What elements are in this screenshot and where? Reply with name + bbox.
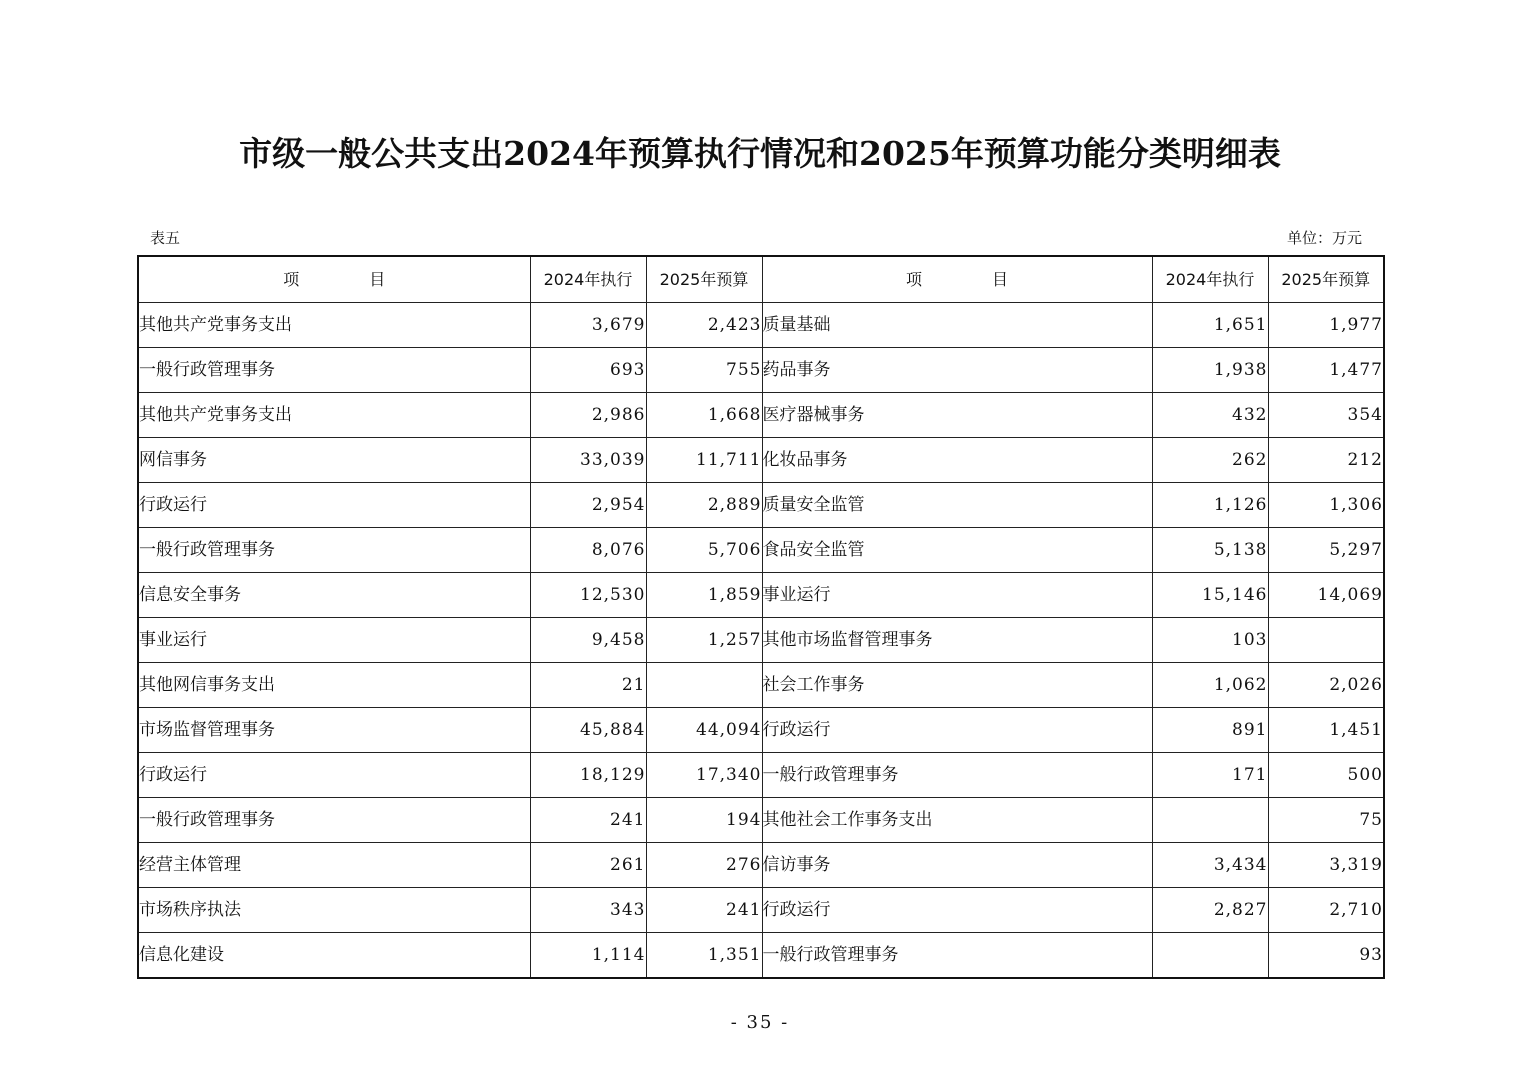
left-budget-2025 [646, 663, 762, 708]
table-row [138, 393, 1384, 438]
page-number: - 35 - [730, 1012, 790, 1033]
table-row [138, 843, 1384, 888]
table-row [138, 798, 1384, 843]
table-row [138, 663, 1384, 708]
right-item-name: 一般行政管理事务 [762, 933, 1152, 979]
header-item-left: 项 目 [138, 256, 530, 303]
header-item-right: 项 目 [762, 256, 1152, 303]
right-exec-2024: 15,146 [1152, 573, 1268, 618]
right-item-name: 事业运行 [762, 573, 1152, 618]
left-exec-2024: 12,530 [530, 573, 646, 618]
table-row [138, 753, 1384, 798]
right-exec-2024: 103 [1152, 618, 1268, 663]
left-budget-2025: 1,351 [646, 933, 762, 979]
right-budget-2025: 212 [1268, 438, 1384, 483]
right-exec-2024 [1152, 798, 1268, 843]
left-item-name: 一般行政管理事务 [138, 528, 530, 573]
left-budget-2025: 1,859 [646, 573, 762, 618]
left-item-name: 网信事务 [138, 438, 530, 483]
header-exec-2024-left: 2024年执行 [530, 256, 646, 303]
left-item-name: 一般行政管理事务 [138, 348, 530, 393]
right-exec-2024: 171 [1152, 753, 1268, 798]
header-budget-2025-right: 2025年预算 [1268, 256, 1384, 303]
table-row [138, 618, 1384, 663]
left-exec-2024: 693 [530, 348, 646, 393]
header-exec-2024-right: 2024年执行 [1152, 256, 1268, 303]
right-item-name: 质量基础 [762, 303, 1152, 348]
table-row [138, 933, 1384, 979]
table-row [138, 483, 1384, 528]
left-budget-2025: 755 [646, 348, 762, 393]
right-budget-2025: 2,710 [1268, 888, 1384, 933]
right-item-name: 食品安全监管 [762, 528, 1152, 573]
left-budget-2025: 11,711 [646, 438, 762, 483]
left-budget-2025: 2,423 [646, 303, 762, 348]
left-item-name: 信息化建设 [138, 933, 530, 979]
left-exec-2024: 241 [530, 798, 646, 843]
left-item-name: 经营主体管理 [138, 843, 530, 888]
right-budget-2025: 354 [1268, 393, 1384, 438]
right-budget-2025: 1,977 [1268, 303, 1384, 348]
table-row [138, 303, 1384, 348]
left-exec-2024: 2,986 [530, 393, 646, 438]
left-item-name: 其他共产党事务支出 [138, 303, 530, 348]
right-item-name: 化妆品事务 [762, 438, 1152, 483]
left-exec-2024: 261 [530, 843, 646, 888]
left-budget-2025: 194 [646, 798, 762, 843]
left-exec-2024: 9,458 [530, 618, 646, 663]
right-budget-2025: 1,451 [1268, 708, 1384, 753]
right-exec-2024 [1152, 933, 1268, 979]
right-exec-2024: 2,827 [1152, 888, 1268, 933]
left-item-name: 一般行政管理事务 [138, 798, 530, 843]
right-exec-2024: 1,126 [1152, 483, 1268, 528]
right-budget-2025: 2,026 [1268, 663, 1384, 708]
left-budget-2025: 2,889 [646, 483, 762, 528]
left-item-name: 市场监督管理事务 [138, 708, 530, 753]
left-exec-2024: 45,884 [530, 708, 646, 753]
table-row [138, 888, 1384, 933]
right-item-name: 其他市场监督管理事务 [762, 618, 1152, 663]
left-exec-2024: 2,954 [530, 483, 646, 528]
right-item-name: 一般行政管理事务 [762, 753, 1152, 798]
left-budget-2025: 241 [646, 888, 762, 933]
left-exec-2024: 8,076 [530, 528, 646, 573]
left-exec-2024: 1,114 [530, 933, 646, 979]
right-exec-2024: 432 [1152, 393, 1268, 438]
left-budget-2025: 276 [646, 843, 762, 888]
right-exec-2024: 262 [1152, 438, 1268, 483]
table-header-row [138, 256, 1384, 303]
left-exec-2024: 3,679 [530, 303, 646, 348]
right-budget-2025: 1,477 [1268, 348, 1384, 393]
right-item-name: 其他社会工作事务支出 [762, 798, 1152, 843]
left-exec-2024: 33,039 [530, 438, 646, 483]
table-body [138, 303, 1384, 979]
left-exec-2024: 21 [530, 663, 646, 708]
left-budget-2025: 44,094 [646, 708, 762, 753]
left-exec-2024: 18,129 [530, 753, 646, 798]
table-row [138, 348, 1384, 393]
right-budget-2025 [1268, 618, 1384, 663]
right-budget-2025: 1,306 [1268, 483, 1384, 528]
right-budget-2025: 93 [1268, 933, 1384, 979]
left-item-name: 其他网信事务支出 [138, 663, 530, 708]
left-budget-2025: 1,257 [646, 618, 762, 663]
right-item-name: 行政运行 [762, 888, 1152, 933]
right-item-name: 医疗器械事务 [762, 393, 1152, 438]
right-exec-2024: 5,138 [1152, 528, 1268, 573]
left-item-name: 行政运行 [138, 753, 530, 798]
right-item-name: 信访事务 [762, 843, 1152, 888]
left-exec-2024: 343 [530, 888, 646, 933]
table-row [138, 438, 1384, 483]
right-budget-2025: 3,319 [1268, 843, 1384, 888]
right-item-name: 质量安全监管 [762, 483, 1152, 528]
right-item-name: 社会工作事务 [762, 663, 1152, 708]
right-exec-2024: 3,434 [1152, 843, 1268, 888]
right-budget-2025: 14,069 [1268, 573, 1384, 618]
right-exec-2024: 891 [1152, 708, 1268, 753]
right-item-name: 药品事务 [762, 348, 1152, 393]
table-number: 表五 [150, 229, 181, 247]
left-budget-2025: 17,340 [646, 753, 762, 798]
right-budget-2025: 75 [1268, 798, 1384, 843]
document-title: 市级一般公共支出2024年预算执行情况和2025年预算功能分类明细表 [239, 134, 1281, 173]
right-exec-2024: 1,062 [1152, 663, 1268, 708]
right-budget-2025: 5,297 [1268, 528, 1384, 573]
left-item-name: 行政运行 [138, 483, 530, 528]
left-budget-2025: 1,668 [646, 393, 762, 438]
right-exec-2024: 1,938 [1152, 348, 1268, 393]
table-row [138, 528, 1384, 573]
header-budget-2025-left: 2025年预算 [646, 256, 762, 303]
right-budget-2025: 500 [1268, 753, 1384, 798]
left-budget-2025: 5,706 [646, 528, 762, 573]
unit-label: 单位：万元 [1286, 229, 1362, 247]
table-row [138, 573, 1384, 618]
right-item-name: 行政运行 [762, 708, 1152, 753]
table-row [138, 708, 1384, 753]
right-exec-2024: 1,651 [1152, 303, 1268, 348]
left-item-name: 其他共产党事务支出 [138, 393, 530, 438]
left-item-name: 事业运行 [138, 618, 530, 663]
left-item-name: 信息安全事务 [138, 573, 530, 618]
budget-table [137, 255, 1385, 979]
left-item-name: 市场秩序执法 [138, 888, 530, 933]
